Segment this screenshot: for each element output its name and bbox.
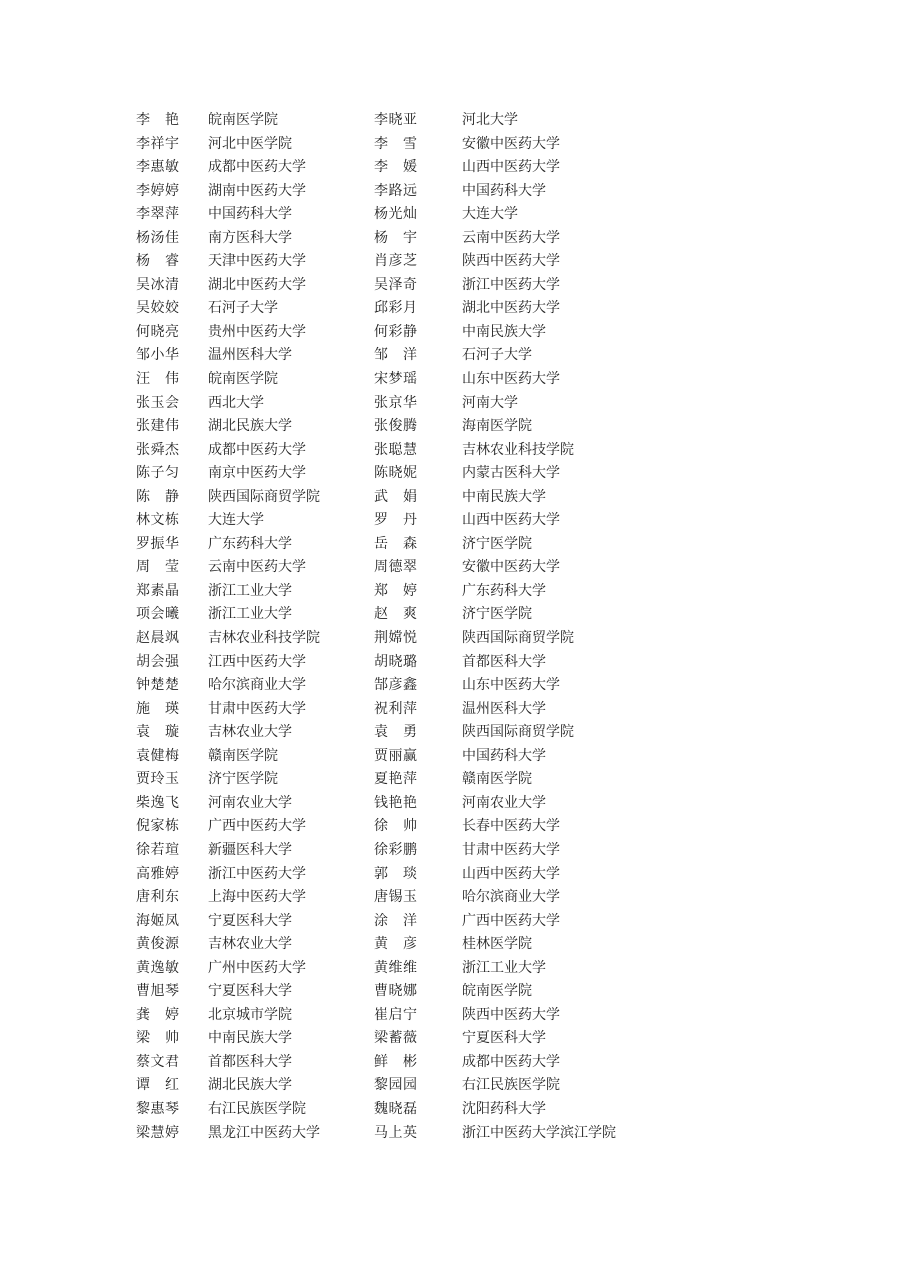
person-name: 倪家栋 — [136, 818, 180, 835]
institution-name: 河南农业大学 — [462, 794, 546, 811]
list-row — [136, 227, 756, 251]
person-name: 吴姣姣 — [136, 300, 180, 317]
person-name: 陈 静 — [136, 488, 180, 505]
institution-name: 济宁医学院 — [208, 771, 278, 788]
person-name: 李 雪 — [374, 135, 418, 152]
person-name: 吴泽奇 — [374, 276, 418, 293]
institution-name: 广东药科大学 — [462, 582, 546, 599]
institution-name: 皖南医学院 — [208, 371, 278, 388]
person-name: 何彩静 — [374, 323, 418, 340]
institution-name: 吉林农业大学 — [208, 936, 292, 953]
person-name: 杨 睿 — [136, 253, 180, 270]
institution-name: 大连大学 — [208, 512, 264, 529]
person-name: 梁慧婷 — [136, 1124, 180, 1141]
institution-name: 西北大学 — [208, 394, 264, 411]
institution-name: 温州医科大学 — [462, 700, 546, 717]
institution-name: 甘肃中医药大学 — [462, 841, 560, 858]
list-row — [136, 180, 756, 204]
person-name: 邹 洋 — [374, 347, 418, 364]
person-name: 汪 伟 — [136, 371, 180, 388]
person-name: 林文栋 — [136, 512, 180, 529]
institution-name: 广西中医药大学 — [462, 912, 560, 929]
institution-name: 南京中医药大学 — [208, 465, 306, 482]
list-row — [136, 674, 756, 698]
person-name: 徐若瑄 — [136, 841, 180, 858]
institution-name: 陕西国际商贸学院 — [462, 630, 574, 647]
person-name: 李 艳 — [136, 112, 180, 128]
list-row — [136, 839, 756, 863]
person-name: 张京华 — [374, 394, 418, 411]
institution-name: 沈阳药科大学 — [462, 1100, 546, 1117]
person-name: 袁健梅 — [136, 747, 180, 764]
institution-name: 吉林农业大学 — [208, 724, 292, 741]
institution-name: 陕西国际商贸学院 — [462, 724, 574, 741]
person-name: 李晓亚 — [374, 112, 418, 128]
person-name: 黄逸敏 — [136, 959, 180, 976]
person-name: 黄 彦 — [374, 936, 418, 953]
institution-name: 宁夏医科大学 — [462, 1030, 546, 1047]
person-name: 贾丽赢 — [374, 747, 418, 764]
institution-name: 内蒙古医科大学 — [462, 465, 560, 482]
institution-name: 吉林农业科技学院 — [462, 441, 574, 458]
list-row — [136, 556, 756, 580]
institution-name: 宁夏医科大学 — [208, 983, 292, 1000]
person-name: 郑 婷 — [374, 582, 418, 599]
person-name: 夏艳萍 — [374, 771, 418, 788]
person-name: 武 娟 — [374, 488, 418, 505]
person-name: 张聪慧 — [374, 441, 418, 458]
institution-name: 湖南中医药大学 — [208, 182, 306, 199]
person-name: 崔启宁 — [374, 1006, 418, 1023]
person-name: 罗振华 — [136, 535, 180, 552]
person-name: 梁蓄薇 — [374, 1030, 418, 1047]
list-row — [136, 980, 756, 1004]
institution-name: 哈尔滨商业大学 — [462, 889, 560, 906]
list-row — [136, 721, 756, 745]
person-name: 蔡文君 — [136, 1053, 180, 1070]
person-name: 唐利东 — [136, 889, 180, 906]
person-name: 项会曦 — [136, 606, 180, 623]
institution-name: 广东药科大学 — [208, 535, 292, 552]
institution-name: 云南中医药大学 — [462, 229, 560, 246]
institution-name: 湖北中医药大学 — [462, 300, 560, 317]
person-name: 李婷婷 — [136, 182, 180, 199]
person-name: 曹晓娜 — [374, 983, 418, 1000]
institution-name: 南方医科大学 — [208, 229, 292, 246]
institution-name: 浙江中医药大学滨江学院 — [462, 1124, 616, 1141]
institution-name: 中南民族大学 — [462, 488, 546, 505]
person-name: 罗 丹 — [374, 512, 418, 529]
person-name: 邹小华 — [136, 347, 180, 364]
institution-name: 浙江中医药大学 — [208, 865, 306, 882]
person-name: 胡晓璐 — [374, 653, 418, 670]
list-row — [136, 250, 756, 274]
institution-name: 济宁医学院 — [462, 606, 532, 623]
institution-name: 江西中医药大学 — [208, 653, 306, 670]
institution-name: 右江民族医学院 — [208, 1100, 306, 1117]
list-row — [136, 368, 756, 392]
person-name: 张建伟 — [136, 418, 180, 435]
list-row — [136, 156, 756, 180]
institution-name: 石河子大学 — [208, 300, 278, 317]
institution-name: 皖南医学院 — [208, 112, 278, 128]
person-name: 祝利萍 — [374, 700, 418, 717]
institution-name: 成都中医药大学 — [208, 159, 306, 176]
person-name: 鲜 彬 — [374, 1053, 418, 1070]
person-name: 曹旭琴 — [136, 983, 180, 1000]
institution-name: 济宁医学院 — [462, 535, 532, 552]
institution-name: 中南民族大学 — [208, 1030, 292, 1047]
institution-name: 河南农业大学 — [208, 794, 292, 811]
list-row — [136, 863, 756, 887]
institution-name: 广州中医药大学 — [208, 959, 306, 976]
person-name: 杨 宇 — [374, 229, 418, 246]
list-row — [136, 415, 756, 439]
person-name: 陈子匀 — [136, 465, 180, 482]
person-name: 周 莹 — [136, 559, 180, 576]
institution-name: 哈尔滨商业大学 — [208, 677, 306, 694]
person-name: 宋梦瑶 — [374, 371, 418, 388]
person-name: 李祥宇 — [136, 135, 180, 152]
list-row — [136, 297, 756, 321]
list-row — [136, 462, 756, 486]
person-name: 徐 帅 — [374, 818, 418, 835]
list-row — [136, 274, 756, 298]
person-name: 施 瑛 — [136, 700, 180, 717]
person-name: 张俊腾 — [374, 418, 418, 435]
person-name: 黄维维 — [374, 959, 418, 976]
institution-name: 石河子大学 — [462, 347, 532, 364]
person-name: 何晓亮 — [136, 323, 180, 340]
list-row — [136, 1004, 756, 1028]
institution-name: 成都中医药大学 — [462, 1053, 560, 1070]
person-name: 岳 森 — [374, 535, 418, 552]
person-name: 徐彩鹏 — [374, 841, 418, 858]
institution-name: 中国药科大学 — [462, 747, 546, 764]
list-row — [136, 486, 756, 510]
list-row — [136, 344, 756, 368]
institution-name: 山西中医药大学 — [462, 159, 560, 176]
list-row — [136, 439, 756, 463]
institution-name: 湖北民族大学 — [208, 418, 292, 435]
list-row — [136, 1122, 756, 1146]
list-row — [136, 1051, 756, 1075]
list-row — [136, 957, 756, 981]
list-row — [136, 321, 756, 345]
institution-name: 湖北中医药大学 — [208, 276, 306, 293]
list-row — [136, 933, 756, 957]
person-name: 黎惠琴 — [136, 1100, 180, 1117]
institution-name: 中南民族大学 — [462, 323, 546, 340]
list-row — [136, 792, 756, 816]
institution-name: 吉林农业科技学院 — [208, 630, 320, 647]
institution-name: 首都医科大学 — [208, 1053, 292, 1070]
institution-name: 山东中医药大学 — [462, 677, 560, 694]
institution-name: 中国药科大学 — [208, 206, 292, 223]
list-row — [136, 1074, 756, 1098]
person-name: 钱艳艳 — [374, 794, 418, 811]
person-name: 柴逸飞 — [136, 794, 180, 811]
institution-name: 云南中医药大学 — [208, 559, 306, 576]
institution-name: 浙江工业大学 — [208, 606, 292, 623]
list-row — [136, 698, 756, 722]
list-row — [136, 910, 756, 934]
institution-name: 安徽中医药大学 — [462, 559, 560, 576]
person-name: 李惠敏 — [136, 159, 180, 176]
list-row — [136, 133, 756, 157]
person-name: 魏晓磊 — [374, 1100, 418, 1117]
list-row — [136, 580, 756, 604]
institution-name: 天津中医药大学 — [208, 253, 306, 270]
institution-name: 首都医科大学 — [462, 653, 546, 670]
person-name: 赵晨飒 — [136, 630, 180, 647]
list-row — [136, 509, 756, 533]
institution-name: 河南大学 — [462, 394, 518, 411]
institution-name: 温州医科大学 — [208, 347, 292, 364]
institution-name: 浙江工业大学 — [462, 959, 546, 976]
person-name: 张玉会 — [136, 394, 180, 411]
list-row — [136, 392, 756, 416]
list-row — [136, 886, 756, 910]
person-name: 谭 红 — [136, 1077, 180, 1094]
name-list — [136, 109, 756, 1145]
list-row — [136, 109, 756, 133]
institution-name: 河北中医学院 — [208, 135, 292, 152]
list-row — [136, 203, 756, 227]
person-name: 胡会强 — [136, 653, 180, 670]
institution-name: 贵州中医药大学 — [208, 323, 306, 340]
list-row — [136, 745, 756, 769]
list-row — [136, 815, 756, 839]
person-name: 梁 帅 — [136, 1030, 180, 1047]
person-name: 钟楚楚 — [136, 677, 180, 694]
person-name: 郑素晶 — [136, 582, 180, 599]
institution-name: 山西中医药大学 — [462, 512, 560, 529]
institution-name: 陕西中医药大学 — [462, 253, 560, 270]
institution-name: 陕西中医药大学 — [462, 1006, 560, 1023]
person-name: 陈晓妮 — [374, 465, 418, 482]
institution-name: 湖北民族大学 — [208, 1077, 292, 1094]
institution-name: 山东中医药大学 — [462, 371, 560, 388]
person-name: 杨汤佳 — [136, 229, 180, 246]
person-name: 荆嫦悦 — [374, 630, 418, 647]
institution-name: 黑龙江中医药大学 — [208, 1124, 320, 1141]
institution-name: 中国药科大学 — [462, 182, 546, 199]
institution-name: 新疆医科大学 — [208, 841, 292, 858]
list-row — [136, 627, 756, 651]
institution-name: 广西中医药大学 — [208, 818, 306, 835]
list-row — [136, 1027, 756, 1051]
person-name: 贾玲玉 — [136, 771, 180, 788]
institution-name: 皖南医学院 — [462, 983, 532, 1000]
institution-name: 甘肃中医药大学 — [208, 700, 306, 717]
list-row — [136, 603, 756, 627]
institution-name: 浙江中医药大学 — [462, 276, 560, 293]
institution-name: 山西中医药大学 — [462, 865, 560, 882]
person-name: 黎园园 — [374, 1077, 418, 1094]
person-name: 袁 勇 — [374, 724, 418, 741]
institution-name: 河北大学 — [462, 112, 518, 128]
institution-name: 大连大学 — [462, 206, 518, 223]
institution-name: 成都中医药大学 — [208, 441, 306, 458]
institution-name: 桂林医学院 — [462, 936, 532, 953]
list-row — [136, 651, 756, 675]
institution-name: 陕西国际商贸学院 — [208, 488, 320, 505]
person-name: 李翠萍 — [136, 206, 180, 223]
institution-name: 安徽中医药大学 — [462, 135, 560, 152]
person-name: 周德翠 — [374, 559, 418, 576]
institution-name: 上海中医药大学 — [208, 889, 306, 906]
person-name: 李 媛 — [374, 159, 418, 176]
list-row — [136, 533, 756, 557]
person-name: 涂 洋 — [374, 912, 418, 929]
list-row — [136, 768, 756, 792]
institution-name: 北京城市学院 — [208, 1006, 292, 1023]
person-name: 赵 爽 — [374, 606, 418, 623]
institution-name: 赣南医学院 — [208, 747, 278, 764]
list-row — [136, 1098, 756, 1122]
institution-name: 宁夏医科大学 — [208, 912, 292, 929]
person-name: 郭 琰 — [374, 865, 418, 882]
person-name: 张舜杰 — [136, 441, 180, 458]
person-name: 邱彩月 — [374, 300, 418, 317]
person-name: 袁 璇 — [136, 724, 180, 741]
person-name: 肖彦芝 — [374, 253, 418, 270]
institution-name: 右江民族医学院 — [462, 1077, 560, 1094]
person-name: 黄俊源 — [136, 936, 180, 953]
person-name: 高雅婷 — [136, 865, 180, 882]
person-name: 郜彦鑫 — [374, 677, 418, 694]
institution-name: 赣南医学院 — [462, 771, 532, 788]
institution-name: 海南医学院 — [462, 418, 532, 435]
person-name: 龚 婷 — [136, 1006, 180, 1023]
person-name: 唐锡玉 — [374, 889, 418, 906]
person-name: 吴冰清 — [136, 276, 180, 293]
person-name: 海姬凤 — [136, 912, 180, 929]
person-name: 马上英 — [374, 1124, 418, 1141]
person-name: 杨光灿 — [374, 206, 418, 223]
institution-name: 长春中医药大学 — [462, 818, 560, 835]
institution-name: 浙江工业大学 — [208, 582, 292, 599]
person-name: 李路远 — [374, 182, 418, 199]
